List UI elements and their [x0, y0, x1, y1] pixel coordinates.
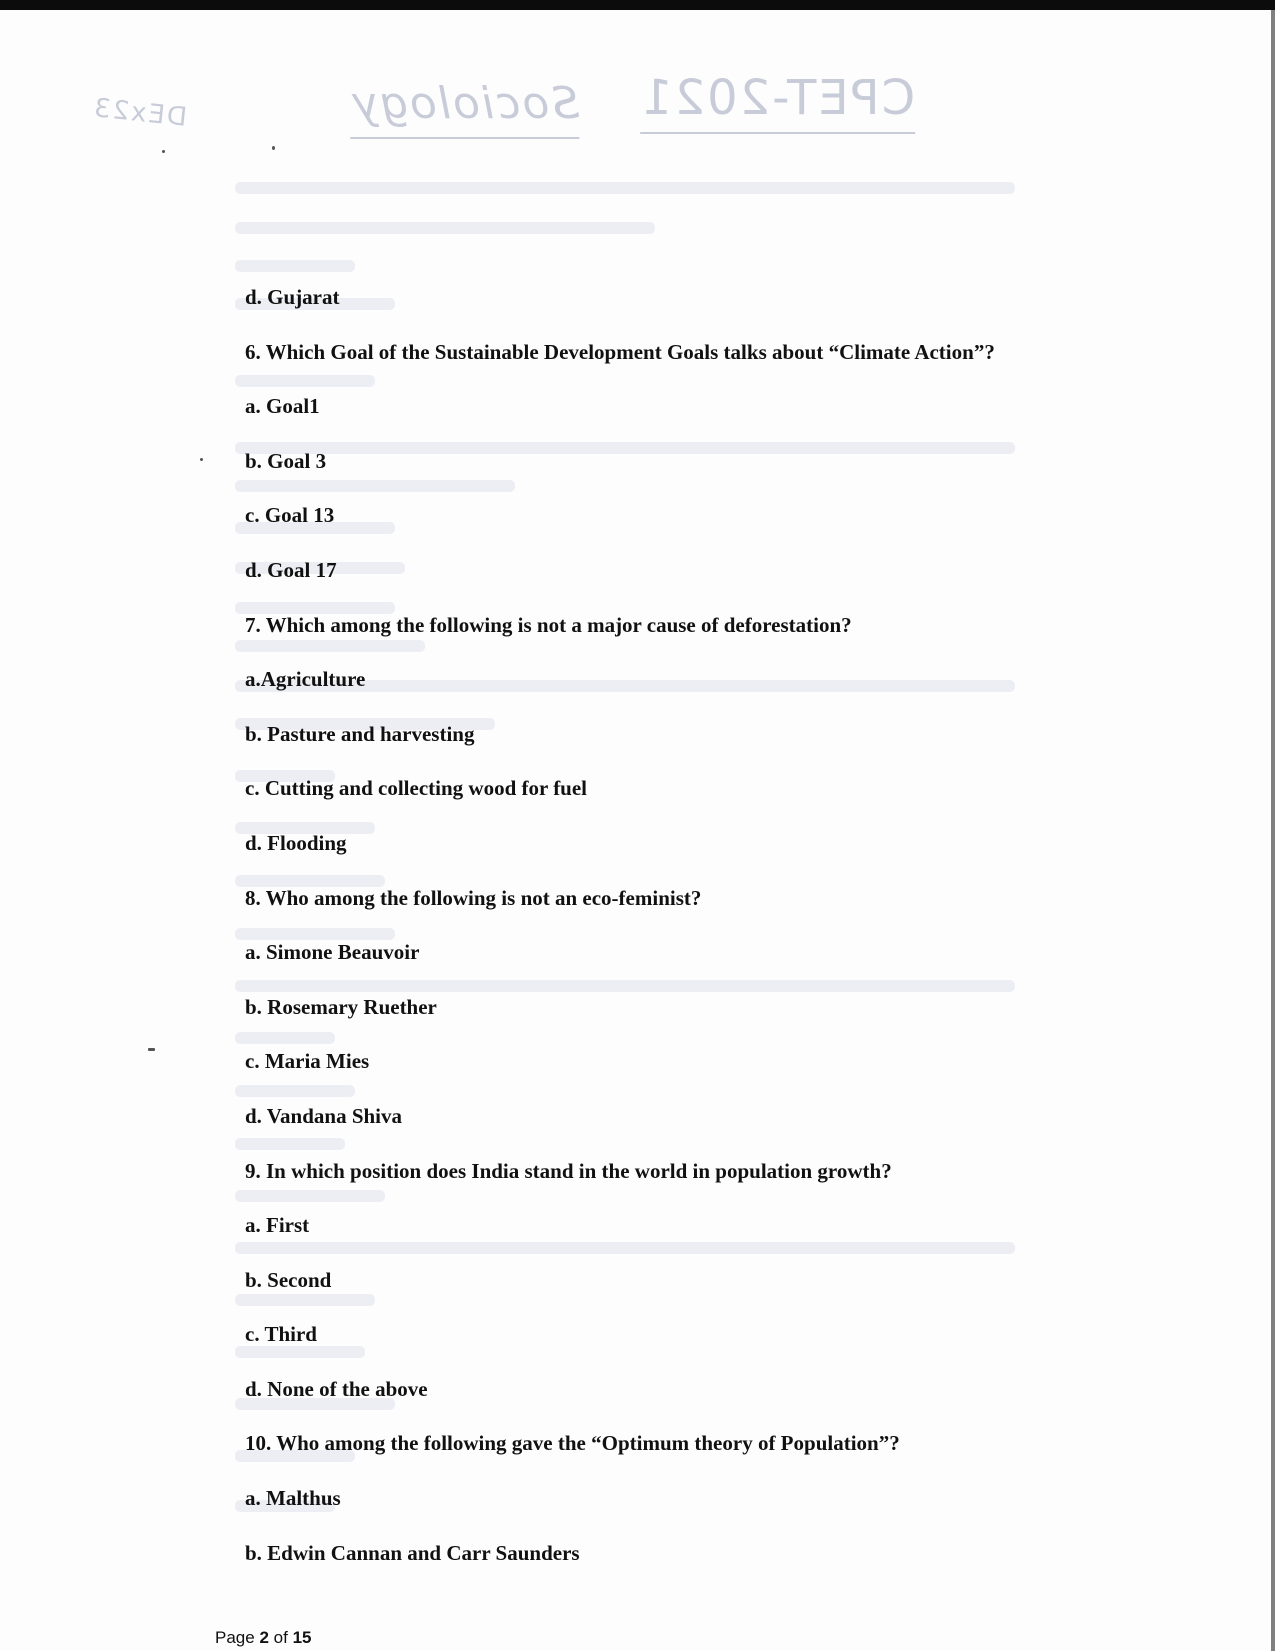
- option-line: c. Maria Mies: [245, 1049, 370, 1074]
- question-line: 8. Who among the following is not an eco-feminist?: [245, 885, 702, 910]
- question-line: 10. Who among the following gave the “Optimum theory of Population”?: [245, 1431, 900, 1456]
- handwritten-subject: Sociology: [350, 78, 579, 139]
- scan-top-border: [0, 0, 1275, 10]
- option-line: b. Second: [245, 1267, 332, 1292]
- option-line: a. First: [245, 1213, 310, 1238]
- footer-of: of: [273, 1628, 288, 1647]
- scan-speck: [162, 150, 165, 153]
- question-line: 6. Which Goal of the Sustainable Development Goals talks about “Climate Action”?: [245, 339, 995, 364]
- scan-right-edge: [1271, 10, 1275, 1651]
- scan-speck: [272, 146, 275, 150]
- option-line: d. None of the above: [245, 1376, 428, 1401]
- option-line: a. Simone Beauvoir: [245, 940, 420, 965]
- option-line: c. Goal 13: [245, 503, 335, 528]
- question-list: [245, 270, 1145, 1580]
- page-footer: [215, 1628, 311, 1648]
- footer-total-pages: 15: [292, 1628, 312, 1647]
- option-line: c. Cutting and collecting wood for fuel: [245, 776, 588, 801]
- scan-speck: [148, 1048, 155, 1051]
- option-line: b. Pasture and harvesting: [245, 721, 475, 746]
- footer-prefix: Page: [215, 1628, 255, 1647]
- option-line: b. Rosemary Ruether: [245, 994, 437, 1019]
- footer-current-page: 2: [259, 1628, 269, 1647]
- option-line: d. Vandana Shiva: [245, 1103, 403, 1128]
- option-line: d. Gujarat: [245, 285, 340, 309]
- scan-speck: [200, 458, 203, 461]
- handwritten-exam: CPET-2021: [640, 70, 915, 134]
- option-line: a. Goal1: [245, 394, 320, 419]
- option-line: d. Flooding: [245, 830, 347, 855]
- option-line: b. Edwin Cannan and Carr Saunders: [245, 1540, 580, 1565]
- question-line: 7. Which among the following is not a major cause of deforestation?: [245, 612, 852, 637]
- option-line: a. Malthus: [245, 1486, 341, 1511]
- option-line: c. Third: [245, 1322, 317, 1347]
- handwritten-code: DEx23: [90, 93, 189, 133]
- option-line: b. Goal 3: [245, 448, 327, 473]
- option-line: a.Agriculture: [245, 667, 366, 692]
- question-line: 9. In which position does India stand in the world in population growth?: [245, 1158, 892, 1183]
- option-line: d. Goal 17: [245, 557, 337, 582]
